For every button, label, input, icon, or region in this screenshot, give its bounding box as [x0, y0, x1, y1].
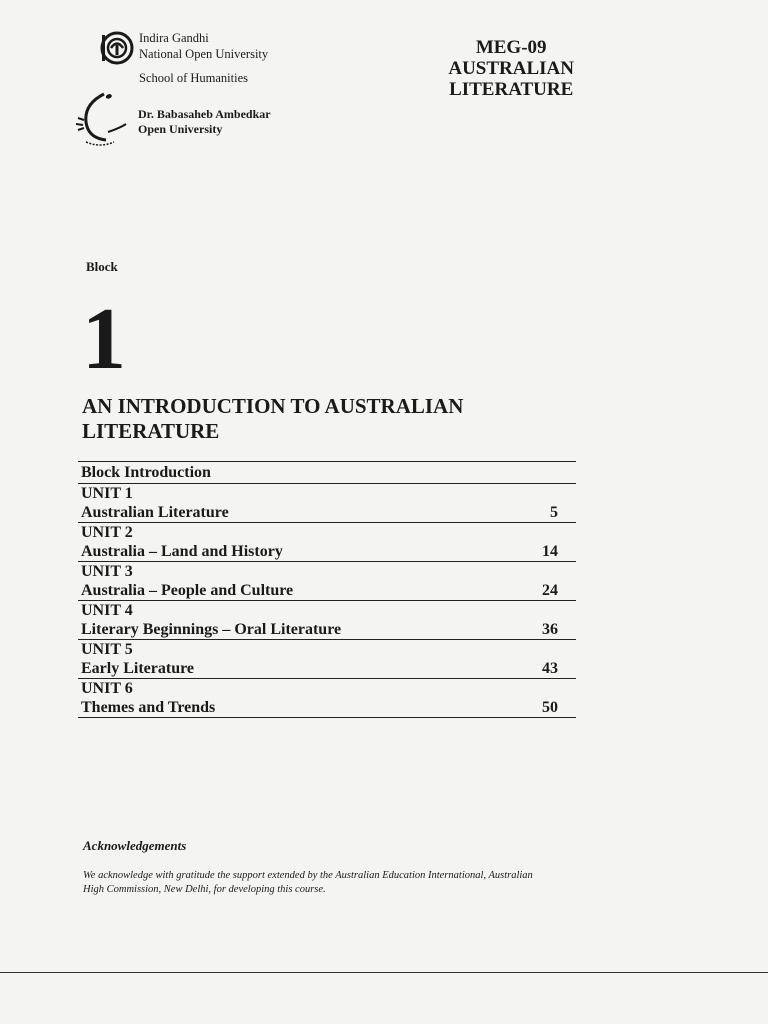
unit-4-label: UNIT 4	[81, 602, 133, 619]
unit-6-label: UNIT 6	[81, 680, 133, 697]
baou-name	[138, 107, 271, 137]
unit-2-title: Australia – Land and History	[81, 543, 283, 560]
course-heading	[448, 37, 574, 100]
course-code: MEG-09	[475, 37, 547, 58]
unit-3-entry[interactable]	[78, 581, 576, 601]
block-title-line-1: AN INTRODUCTION TO AUSTRALIAN	[82, 394, 464, 418]
block-label: Block	[86, 259, 118, 274]
baou-logo	[70, 88, 130, 150]
unit-3-label: UNIT 3	[81, 563, 133, 580]
unit-1-page: 5	[550, 504, 558, 521]
block-number: 1	[82, 291, 126, 388]
school-name: School of Humanities	[139, 71, 249, 85]
unit-3-page: 24	[542, 582, 558, 599]
unit-5-title: Early Literature	[81, 660, 195, 677]
unit-6-entry[interactable]	[78, 698, 576, 718]
unit-4-title: Literary Beginnings – Oral Literature	[81, 621, 342, 638]
ignou-name	[139, 30, 268, 62]
course-title-line-2: LITERATURE	[449, 79, 574, 100]
unit-5-label: UNIT 5	[81, 641, 133, 658]
unit-4-entry[interactable]	[78, 620, 576, 640]
unit-2-page: 14	[542, 543, 558, 560]
unit-1-label: UNIT 1	[81, 485, 133, 502]
ignou-name-line-2: National Open University	[139, 47, 269, 61]
unit-6-page: 50	[542, 699, 558, 716]
contents-table	[78, 460, 576, 718]
block-title-line-2: LITERATURE	[82, 419, 220, 443]
ignou-name-line-1: Indira Gandhi	[139, 31, 209, 45]
unit-1-title: Australian Literature	[81, 504, 229, 521]
acknowledgements-heading: Acknowledgements	[83, 838, 187, 853]
bottom-divider	[0, 972, 768, 973]
baou-name-line-1: Dr. Babasaheb Ambedkar	[138, 107, 271, 121]
acknowledgements-text: We acknowledge with gratitude the support extended by the Australian Education International, Australian High Commission, New Delhi, for developing this course.	[83, 870, 533, 895]
unit-3-title: Australia – People and Culture	[81, 582, 294, 599]
ignou-logo	[100, 31, 134, 65]
unit-4-page: 36	[542, 621, 558, 638]
block-title	[82, 394, 552, 444]
unit-2-entry[interactable]	[78, 542, 576, 562]
unit-5-entry[interactable]	[78, 659, 576, 679]
unit-1-entry[interactable]	[78, 503, 576, 523]
unit-2-label: UNIT 2	[81, 524, 133, 541]
unit-6-title: Themes and Trends	[81, 699, 216, 716]
baou-name-line-2: Open University	[138, 122, 223, 136]
block-introduction-link[interactable]: Block Introduction	[78, 461, 576, 484]
course-title-line-1: AUSTRALIAN	[448, 58, 574, 79]
unit-5-page: 43	[542, 660, 558, 677]
